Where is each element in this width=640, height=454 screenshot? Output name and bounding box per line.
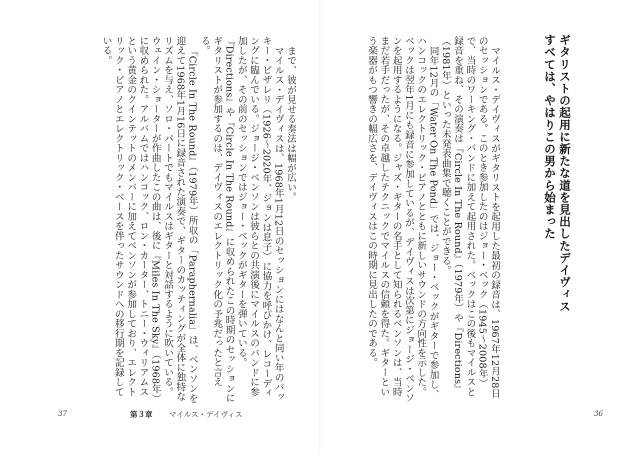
chapter-title: マイルス・デイヴィス [168, 410, 243, 419]
right-page-body [320, 36, 500, 406]
left-page-body [56, 36, 296, 406]
right-page-number: 36 [594, 410, 603, 418]
left-paragraph-1: まで、彼が見せる奏法は幅が広い。 [285, 45, 296, 202]
heading-line-1: ギタリストの起用に新たな道を見出したデイヴィス [558, 34, 572, 313]
right-paragraph-2: 同年12月の「Water On The Pond」では、ジョー・ベックがギターで参加し、ハンコックのエレクトリック・ピアノとともに新しいサウンドの方向性を示した。ベックは翌年1月にも録音に参加しているが、デイヴィスは次第にジョージ・ベンソンを起用するようになる。ジャズ・ギターの名手として知られるベンソンは、当時まだ若手だったが、その卓越したテクニックでマイルスの信頼を得た。ギターという楽器がもつ響きの幅広さを、デイヴィスはこの時期に見出したのである。 [366, 36, 439, 404]
right-paragraph-1: マイルス・デイヴィスがギタリストを起用した最初の録音は、1967年12月28日のセッションである。このとき参加したのはジョー・ベック（1945〜2008年）で、当時のワーキング・バンドに加えて起用された。ベックはこの後もマイルスと録音を重ね、その演奏は『Circle In The Round』（1979年）や『Directions』（1981年）といった未発表曲集で聴くことができる。 [439, 36, 500, 398]
section-heading [532, 34, 572, 414]
chapter-label: 第３章 [130, 410, 153, 419]
right-page [320, 0, 640, 454]
left-page-number: 37 [58, 410, 67, 418]
heading-line-2: すべては、やはりこの男から始まった [543, 34, 557, 240]
left-paragraph-3: 『Circle In The Round』（1979年）所収の「Paraphernalia」は、ベンソンを迎えて1968年1月16日に録音された演奏で、ギターのカッティングが全体に独特なリズムを与え、ソロ・パートでもマイルスはギターと対話するように吹いている。ウェイン・ショーターが作曲したこの曲は、後に『Miles In The Sky』（1968年）に収められた。アルバムではハンコック、ロン・カーター、トニー・ウィリアムスという黄金のクインテットのメンバーに加えてベンソンが参加しており、エレクトリック・ピアノとエレクトリック・ベースを伴ったサウンドへの移行期を記録している。 [100, 36, 198, 404]
running-head [130, 409, 243, 420]
left-paragraph-2: マイルス・デイヴィスは、1968年1月12日のセッションにはなんと同い年のバッキー・ピザレリ（1926〜2020年、ジョンは息子）に協力を呼びかけ、レコーディングに臨んでいる。ジョージ・ベンソンは彼らとの共演後にマイルスのバンドに参加したが、その前のセッションではジョー・ベックがギターを弾いている。『Directions』や『Circle In The Round』に収められたこの時期のセッションにギタリストが参加するのは、デイヴィスのエレクトリック化の予兆だったと言える。 [198, 36, 284, 404]
